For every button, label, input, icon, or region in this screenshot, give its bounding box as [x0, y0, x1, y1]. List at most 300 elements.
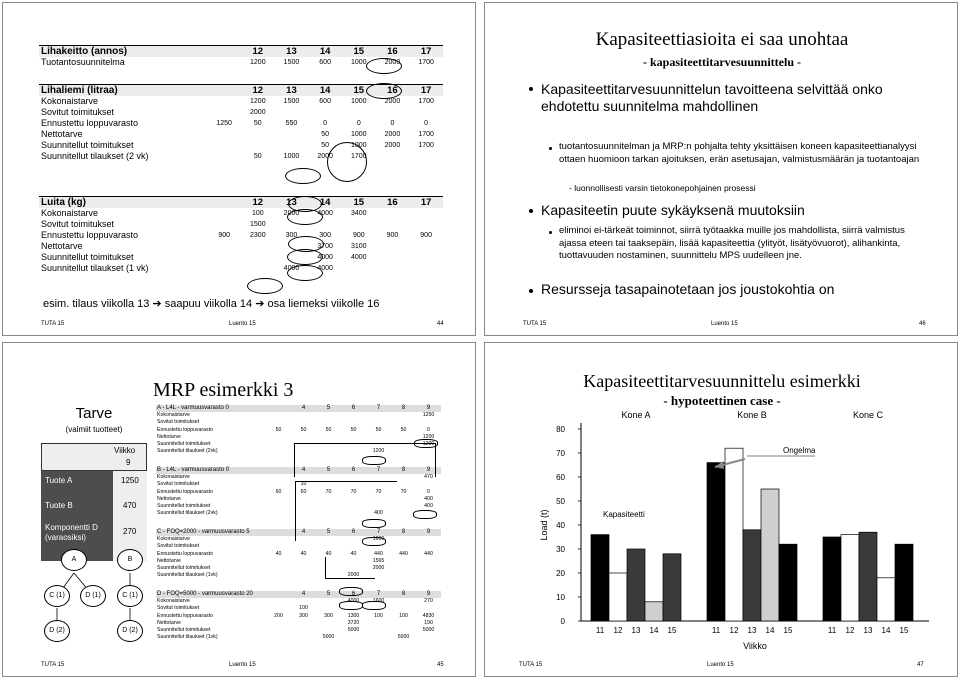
row-label: Kokonaistarve	[41, 96, 99, 106]
week-header: 7	[366, 405, 391, 412]
table-cell: 1000	[350, 59, 367, 66]
initial-stock	[266, 503, 291, 510]
table-cell	[416, 536, 441, 543]
week-header: 17	[409, 197, 443, 209]
table-title: D - FOQ=5000 - varmuusvarasto 20	[156, 591, 291, 598]
initial-stock	[266, 510, 291, 517]
table-cell	[391, 543, 416, 550]
table-cell: 1200	[422, 433, 435, 440]
table-cell	[376, 219, 410, 230]
table-cell	[341, 543, 366, 550]
table-row	[39, 151, 443, 162]
week-header: 5	[316, 405, 341, 412]
table-cell	[341, 412, 366, 419]
table-cell: 4830	[422, 612, 435, 619]
table-cell	[291, 634, 316, 641]
table-cell	[416, 605, 441, 612]
table-cell: 470	[424, 474, 433, 481]
week-header: 8	[391, 467, 416, 474]
row-label: Ennustettu loppuvarasto	[157, 426, 213, 433]
table-row	[156, 565, 441, 572]
table-cell	[391, 412, 416, 419]
week-header: 17	[409, 85, 443, 97]
table-cell	[316, 543, 341, 550]
group-label: Kone A	[621, 410, 651, 420]
table-cell: 4000	[317, 210, 333, 217]
row-label: Suunnitellut toimitukset	[157, 565, 211, 572]
footer-lecture: Luento 15	[229, 662, 256, 668]
slide-44	[2, 2, 476, 336]
highlight-oval	[339, 601, 363, 610]
table-cell: 100	[299, 605, 308, 612]
table-cell	[275, 140, 309, 151]
table-cell: 1250	[422, 412, 435, 419]
table-cell	[391, 434, 416, 441]
row-label: Suunnitellut toimitukset	[41, 140, 134, 150]
table-cell	[391, 419, 416, 426]
table-cell	[241, 129, 275, 140]
bullet-icon	[549, 231, 552, 234]
initial-stock	[207, 57, 241, 68]
table-cell: 300	[299, 612, 308, 619]
bullet-1-sub: tuotantosuunnitelman ja MRP:n pohjalta tehty yksittäisen koneen kapasiteettianalyysi ottaen huomioon tarkan ajoituksen, erän asetusajan, valmistusmäärän ja tuotantoajan	[559, 141, 920, 165]
example-note: esim. tilaus viikolla 13 ➔ saapuu viikolla 14 ➔ osa liemeksi viikolle 16	[43, 298, 380, 310]
row-label: Sovitut toimitukset	[157, 543, 200, 550]
initial-stock	[266, 441, 291, 448]
bar	[609, 573, 627, 621]
capacity-chart	[485, 343, 958, 677]
table-row	[156, 620, 441, 627]
capacity-annotation: Kapasiteetti	[603, 510, 645, 519]
demand-label-b: Tuote B	[45, 501, 73, 510]
bullet-icon	[549, 147, 552, 150]
table-cell	[376, 208, 410, 219]
table-cell	[366, 634, 391, 641]
table-cell	[316, 434, 341, 441]
table-cell: 0	[427, 488, 430, 495]
week-header: 16	[376, 46, 410, 58]
row-label: Sovitut toimitukset	[157, 481, 200, 488]
row-label: Ennustettu loppuvarasto	[157, 550, 213, 557]
initial-stock	[207, 263, 241, 274]
table-cell: 1600	[372, 536, 385, 543]
footer-lecture: Luento 15	[707, 662, 734, 668]
week-header: 6	[341, 529, 366, 536]
row-label: Sovitut toimitukset	[41, 219, 115, 229]
row-label: Kokonaistarve	[41, 208, 99, 218]
initial-stock: 200	[274, 612, 283, 619]
row-label: Suunnitellut tilaukset (1vk)	[157, 572, 218, 579]
table-cell	[416, 481, 441, 488]
row-label: Ennustettu loppuvarasto	[41, 230, 139, 240]
table-cell: 600	[319, 59, 331, 66]
row-label: Sovitut toimitukset	[157, 605, 200, 612]
table-cell: 1300	[347, 612, 360, 619]
table-cell	[291, 627, 316, 634]
table-cell: 4000	[350, 254, 367, 261]
bar	[645, 602, 663, 621]
table-cell	[391, 605, 416, 612]
slide-47	[484, 342, 958, 677]
demand-panel-title	[41, 405, 147, 434]
x-tick-label: 12	[845, 626, 855, 635]
table-cell: 2000	[384, 59, 401, 66]
link-bracket	[295, 481, 397, 541]
table-cell: 4000	[317, 265, 333, 272]
week-header: 5	[316, 591, 341, 598]
bullet-3: Resursseja tasapainotetaan jos joustokohtia on	[541, 281, 835, 297]
x-tick-label: 14	[765, 626, 775, 635]
table-row	[39, 230, 443, 241]
initial-stock	[266, 565, 291, 572]
week-header: 9	[416, 591, 441, 598]
table-cell: 50	[375, 426, 382, 433]
bar	[859, 532, 877, 621]
week-header: 8	[391, 591, 416, 598]
demand-label-d: Komponentti D (varaosiksi)	[45, 523, 98, 542]
slide-title: MRP esimerkki 3	[153, 379, 294, 401]
row-label: Suunnitellut tilaukset (2 vk)	[41, 151, 149, 161]
table-cell: 1000	[350, 98, 367, 105]
initial-stock	[266, 448, 291, 455]
table-title: C - FOQ=2000 - varmuusvarasto 5	[156, 529, 291, 536]
table-row	[39, 263, 443, 274]
table-cell	[291, 419, 316, 426]
table-cell	[391, 627, 416, 634]
tree-node-c-b: C (1)	[117, 585, 143, 607]
table-row	[39, 252, 443, 263]
initial-stock	[207, 96, 241, 107]
table-cell: 3400	[350, 210, 367, 217]
demand-value-b: 470	[123, 501, 137, 510]
table-cell: 70	[400, 488, 407, 495]
bullet-icon	[529, 289, 533, 293]
initial-stock	[266, 481, 291, 488]
table-cell: 1565	[372, 557, 385, 564]
table-cell: 0	[427, 426, 430, 433]
table-title: Lihakeitto (annos)	[39, 46, 207, 58]
x-tick-label: 14	[881, 626, 891, 635]
table-cell: 400	[424, 503, 433, 510]
tarve-heading: Tarve	[75, 405, 113, 422]
row-label: Suunnitellut toimitukset	[41, 252, 134, 262]
table-row	[156, 427, 441, 434]
x-tick-label: 13	[747, 626, 757, 635]
footer-course: TUTA 15	[41, 662, 65, 668]
week-header: 9	[416, 405, 441, 412]
initial-stock	[207, 140, 241, 151]
table-cell: 900	[420, 232, 432, 239]
row-label: Suunnitellut toimitukset	[157, 627, 211, 634]
tree-node-a: A	[61, 549, 87, 571]
week-header: 5	[316, 467, 341, 474]
table-cell	[275, 129, 309, 140]
table-cell	[416, 419, 441, 426]
week-header: 9	[416, 467, 441, 474]
table-cell	[391, 620, 416, 627]
table-title: Lihaliemi (litraa)	[39, 85, 207, 97]
table-cell: 400	[374, 510, 383, 517]
mrp-table	[156, 591, 441, 641]
table-cell: 70	[375, 488, 382, 495]
bar	[663, 554, 681, 621]
table-header-row	[39, 197, 443, 209]
bullet-icon	[529, 209, 533, 213]
x-tick-label: 13	[631, 626, 641, 635]
table-cell	[409, 151, 443, 162]
page-number: 45	[437, 662, 444, 668]
week-header: 15	[342, 85, 376, 97]
row-label: Kokonaistarve	[157, 598, 190, 605]
table-cell	[241, 140, 275, 151]
slide-subtitle: - hypoteettinen case -	[663, 393, 781, 408]
row-label: Ennustettu loppuvarasto	[157, 612, 213, 619]
row-label: Nettotarve	[41, 241, 83, 251]
table-cell: 4000	[283, 265, 300, 272]
table-cell: 400	[424, 495, 433, 502]
table-cell	[376, 241, 410, 252]
y-tick-label: 10	[556, 593, 565, 602]
table-cell: 4000	[347, 598, 360, 605]
week-header: 8	[391, 405, 416, 412]
table-cell: 5000	[397, 634, 410, 641]
table-cell	[341, 634, 366, 641]
link-bracket	[294, 443, 436, 477]
table-cell: 190	[424, 619, 433, 626]
week-header: 15	[342, 197, 376, 209]
slide-subtitle: - kapasiteettitarvesuunnittelu -	[643, 55, 801, 69]
week-header: 7	[366, 529, 391, 536]
table-cell	[308, 107, 342, 118]
table-cell	[391, 558, 416, 565]
week-number: 9	[126, 458, 131, 467]
table-cell: 1500	[283, 98, 300, 105]
table-cell	[409, 252, 443, 263]
demand-value-a: 1250	[121, 476, 139, 485]
table-cell: 2000	[317, 153, 333, 160]
row-label: Nettotarve	[157, 495, 181, 502]
table-row	[39, 208, 443, 219]
table-cell: 900	[352, 232, 365, 239]
table-row	[156, 598, 441, 605]
table-cell	[366, 434, 391, 441]
table-row	[156, 434, 441, 441]
x-tick-label: 11	[595, 626, 605, 635]
table-cell	[291, 412, 316, 419]
table-cell: 0	[356, 120, 361, 127]
table-cell: 3100	[350, 243, 367, 250]
table-row	[39, 118, 443, 129]
week-header: 4	[291, 529, 316, 536]
table-cell: 2000	[347, 572, 360, 579]
row-label: Nettotarve	[157, 433, 181, 440]
week-header: 14	[308, 85, 342, 97]
highlight-circle	[287, 249, 323, 265]
footer-lecture: Luento 15	[711, 321, 738, 327]
table-cell: 270	[424, 598, 433, 605]
demand-table	[41, 471, 147, 561]
initial-stock: 50	[275, 426, 282, 433]
table-title: B - L4L - varmuusvarasto 0	[156, 467, 291, 474]
week-header: 17	[409, 46, 443, 58]
table-cell: 1700	[350, 153, 367, 160]
table-cell: 50	[253, 120, 262, 127]
table-cell	[409, 263, 443, 274]
initial-stock	[207, 129, 241, 140]
table-cell	[241, 252, 275, 263]
bullet-1-subsub: - luonnollisesti varsin tietokonepohjainen prosessi	[569, 183, 756, 193]
week-header: 6	[341, 591, 366, 598]
row-label: Sovitut toimitukset	[41, 107, 115, 117]
table-cell: 2000	[384, 142, 401, 149]
initial-stock	[266, 627, 291, 634]
table-cell: 1000	[283, 153, 300, 160]
page-number: 47	[917, 662, 924, 668]
initial-stock	[207, 241, 241, 252]
week-header: 13	[275, 46, 309, 58]
table-cell: 300	[285, 232, 298, 239]
table-row	[39, 241, 443, 252]
slide-title: Kapasiteettitarvesuunnittelu esimerkki	[583, 371, 861, 391]
slide-45	[2, 342, 476, 677]
slide-46	[484, 2, 958, 336]
initial-stock	[207, 219, 241, 230]
bullet-1: Kapasiteettitarvesuunnittelun tavoitteena selvittää onko ehdotettu suunnitelma mahdollinen	[541, 81, 883, 114]
table-header-row	[156, 405, 441, 412]
y-tick-label: 70	[556, 449, 565, 458]
initial-stock: 900	[218, 232, 230, 239]
row-label: Kokonaistarve	[157, 412, 190, 419]
week-header: 12	[241, 85, 275, 97]
x-tick-label: 14	[649, 626, 659, 635]
table-cell: 1700	[418, 142, 434, 149]
pre-cell	[207, 85, 241, 97]
week-header: 7	[366, 591, 391, 598]
table-cell: 550	[285, 120, 298, 127]
row-label: Nettotarve	[41, 129, 83, 139]
week-label: Viikko	[114, 446, 136, 455]
y-tick-label: 40	[556, 521, 565, 530]
initial-stock	[266, 598, 291, 605]
table-cell	[409, 219, 443, 230]
table-cell: 3720	[347, 619, 360, 626]
table-cell: 600	[319, 98, 331, 105]
table-cell: 40	[300, 550, 307, 557]
week-header: 4	[291, 405, 316, 412]
table-row	[156, 605, 441, 612]
table-cell: 440	[399, 550, 408, 557]
table-header-row	[39, 46, 443, 58]
table-cell: 1200	[422, 441, 435, 448]
row-label: Suunnitellut toimitukset	[157, 441, 211, 448]
table-row	[156, 412, 441, 419]
table-cell: 70	[350, 488, 357, 495]
initial-stock	[266, 558, 291, 565]
table-cell	[416, 572, 441, 579]
table-cell	[366, 412, 391, 419]
initial-stock: 40	[275, 550, 282, 557]
highlight-circle	[366, 83, 402, 99]
table-cell: 1600	[372, 598, 385, 605]
table-cell	[241, 241, 275, 252]
table-cell	[316, 605, 341, 612]
initial-stock	[266, 536, 291, 543]
table-title: Luita (kg)	[39, 197, 207, 209]
table-cell	[341, 434, 366, 441]
initial-stock: 1250	[216, 120, 232, 127]
x-tick-label: 15	[899, 626, 909, 635]
page-number: 44	[437, 321, 444, 327]
table-cell: 50	[321, 131, 330, 138]
table-cell	[376, 263, 410, 274]
initial-stock	[266, 572, 291, 579]
bar	[707, 463, 725, 621]
table-row	[156, 551, 441, 558]
table-cell: 4000	[317, 254, 333, 261]
y-tick-label: 80	[556, 425, 565, 434]
table-cell	[366, 627, 391, 634]
table-cell	[291, 565, 316, 572]
bar	[877, 578, 895, 621]
table-row	[39, 129, 443, 140]
table-cell: 2000	[250, 109, 266, 116]
week-header: 12	[241, 46, 275, 58]
table-row	[156, 613, 441, 620]
highlight-oval	[362, 601, 386, 610]
row-label: Suunnitellut toimitukset	[157, 503, 211, 510]
table-cell	[316, 598, 341, 605]
table-cell: 1500	[250, 221, 266, 228]
table-cell: 60	[300, 488, 307, 495]
table-row	[156, 634, 441, 641]
table-row	[39, 219, 443, 230]
table-cell: 2000	[384, 131, 401, 138]
pre-cell	[207, 46, 241, 58]
table-cell	[342, 263, 376, 274]
table-cell	[409, 107, 443, 118]
tarve-subheading: (valmiit tuotteet)	[65, 425, 123, 434]
initial-stock	[266, 543, 291, 550]
y-tick-label: 60	[556, 473, 565, 482]
table-cell: 900	[386, 232, 399, 239]
tree-node-d-2b: D (2)	[117, 620, 143, 642]
week-header: 16	[376, 197, 410, 209]
week-header-box	[41, 443, 147, 471]
table-cell	[291, 598, 316, 605]
table-cell	[416, 543, 441, 550]
table-cell: 3700	[317, 243, 333, 250]
table-cell: 50	[253, 153, 262, 160]
table-cell: 50	[350, 426, 357, 433]
row-label: Ennustettu loppuvarasto	[157, 488, 213, 495]
footer-course: TUTA 15	[519, 662, 543, 668]
table-header-row	[156, 591, 441, 598]
initial-stock	[266, 620, 291, 627]
table-cell: 5000	[347, 627, 360, 634]
group-label: Kone C	[852, 410, 884, 420]
table-cell: 50	[325, 426, 332, 433]
bar	[761, 489, 779, 621]
table-cell: 70	[325, 488, 332, 495]
footer-course: TUTA 15	[41, 321, 65, 327]
table-cell: 1000	[350, 131, 367, 138]
table-cell: 440	[424, 550, 433, 557]
highlight-circle	[287, 209, 323, 225]
table-cell	[291, 620, 316, 627]
row-label: Suunnitellut tilaukset (1vk)	[157, 634, 218, 641]
table-cell: 1700	[418, 131, 434, 138]
bullet-2: Kapasiteetin puute sykäyksenä muutoksiin	[541, 202, 805, 218]
